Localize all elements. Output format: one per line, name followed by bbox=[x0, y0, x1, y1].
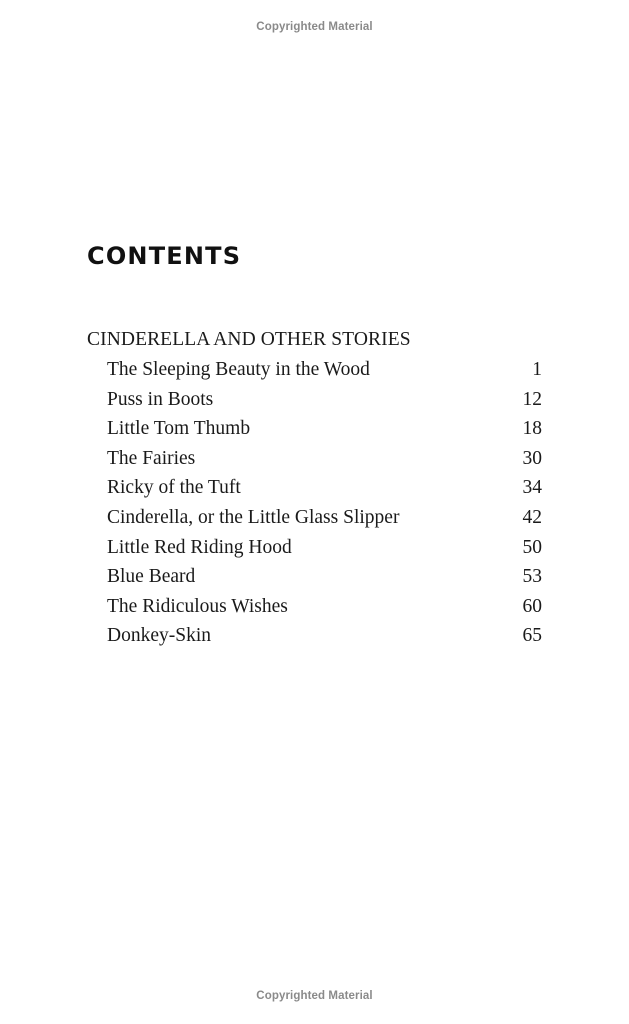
toc-entry-title: Blue Beard bbox=[107, 566, 196, 588]
toc-entry bbox=[87, 621, 542, 651]
toc-entry-page: 42 bbox=[522, 506, 542, 528]
toc-entry-page: 12 bbox=[522, 388, 542, 410]
toc-entry bbox=[87, 414, 542, 444]
section-title: CINDERELLA AND OTHER STORIES bbox=[87, 329, 411, 350]
toc-entry bbox=[87, 385, 542, 415]
toc-entry bbox=[87, 355, 542, 385]
toc-entry bbox=[87, 503, 542, 533]
toc-entry-page: 30 bbox=[522, 447, 542, 469]
toc-section bbox=[87, 326, 542, 651]
toc-entry-page: 53 bbox=[522, 566, 542, 588]
toc-entry bbox=[87, 562, 542, 592]
page-title: CONTENTS bbox=[87, 242, 242, 270]
toc-entry-title: The Ridiculous Wishes bbox=[107, 595, 288, 617]
toc-entry-page: 50 bbox=[522, 536, 542, 558]
toc-entry-title: The Fairies bbox=[107, 447, 196, 469]
toc-entry bbox=[87, 444, 542, 474]
toc-entry bbox=[87, 592, 542, 622]
toc-entry-page: 18 bbox=[522, 418, 542, 440]
toc-entry-title: Little Red Riding Hood bbox=[107, 536, 292, 558]
toc-list bbox=[87, 355, 542, 651]
toc-entry-page: 60 bbox=[522, 595, 542, 617]
toc-entry-page: 1 bbox=[532, 359, 542, 380]
toc-entry-page: 65 bbox=[522, 625, 542, 647]
toc-entry-page: 34 bbox=[522, 477, 542, 499]
toc-entry-title: Ricky of the Tuft bbox=[107, 477, 241, 499]
toc-entry-title: Little Tom Thumb bbox=[107, 418, 251, 440]
toc-entry bbox=[87, 533, 542, 563]
toc-entry-title: Cinderella, or the Little Glass Slipper bbox=[107, 506, 400, 528]
toc-entry-title: The Sleeping Beauty in the Wood bbox=[107, 359, 370, 380]
toc-entry bbox=[87, 473, 542, 503]
watermark-bottom: Copyrighted Material bbox=[256, 990, 373, 1002]
toc-entry-title: Donkey-Skin bbox=[107, 625, 211, 647]
toc-entry-title: Puss in Boots bbox=[107, 388, 214, 410]
watermark-top: Copyrighted Material bbox=[256, 21, 373, 33]
